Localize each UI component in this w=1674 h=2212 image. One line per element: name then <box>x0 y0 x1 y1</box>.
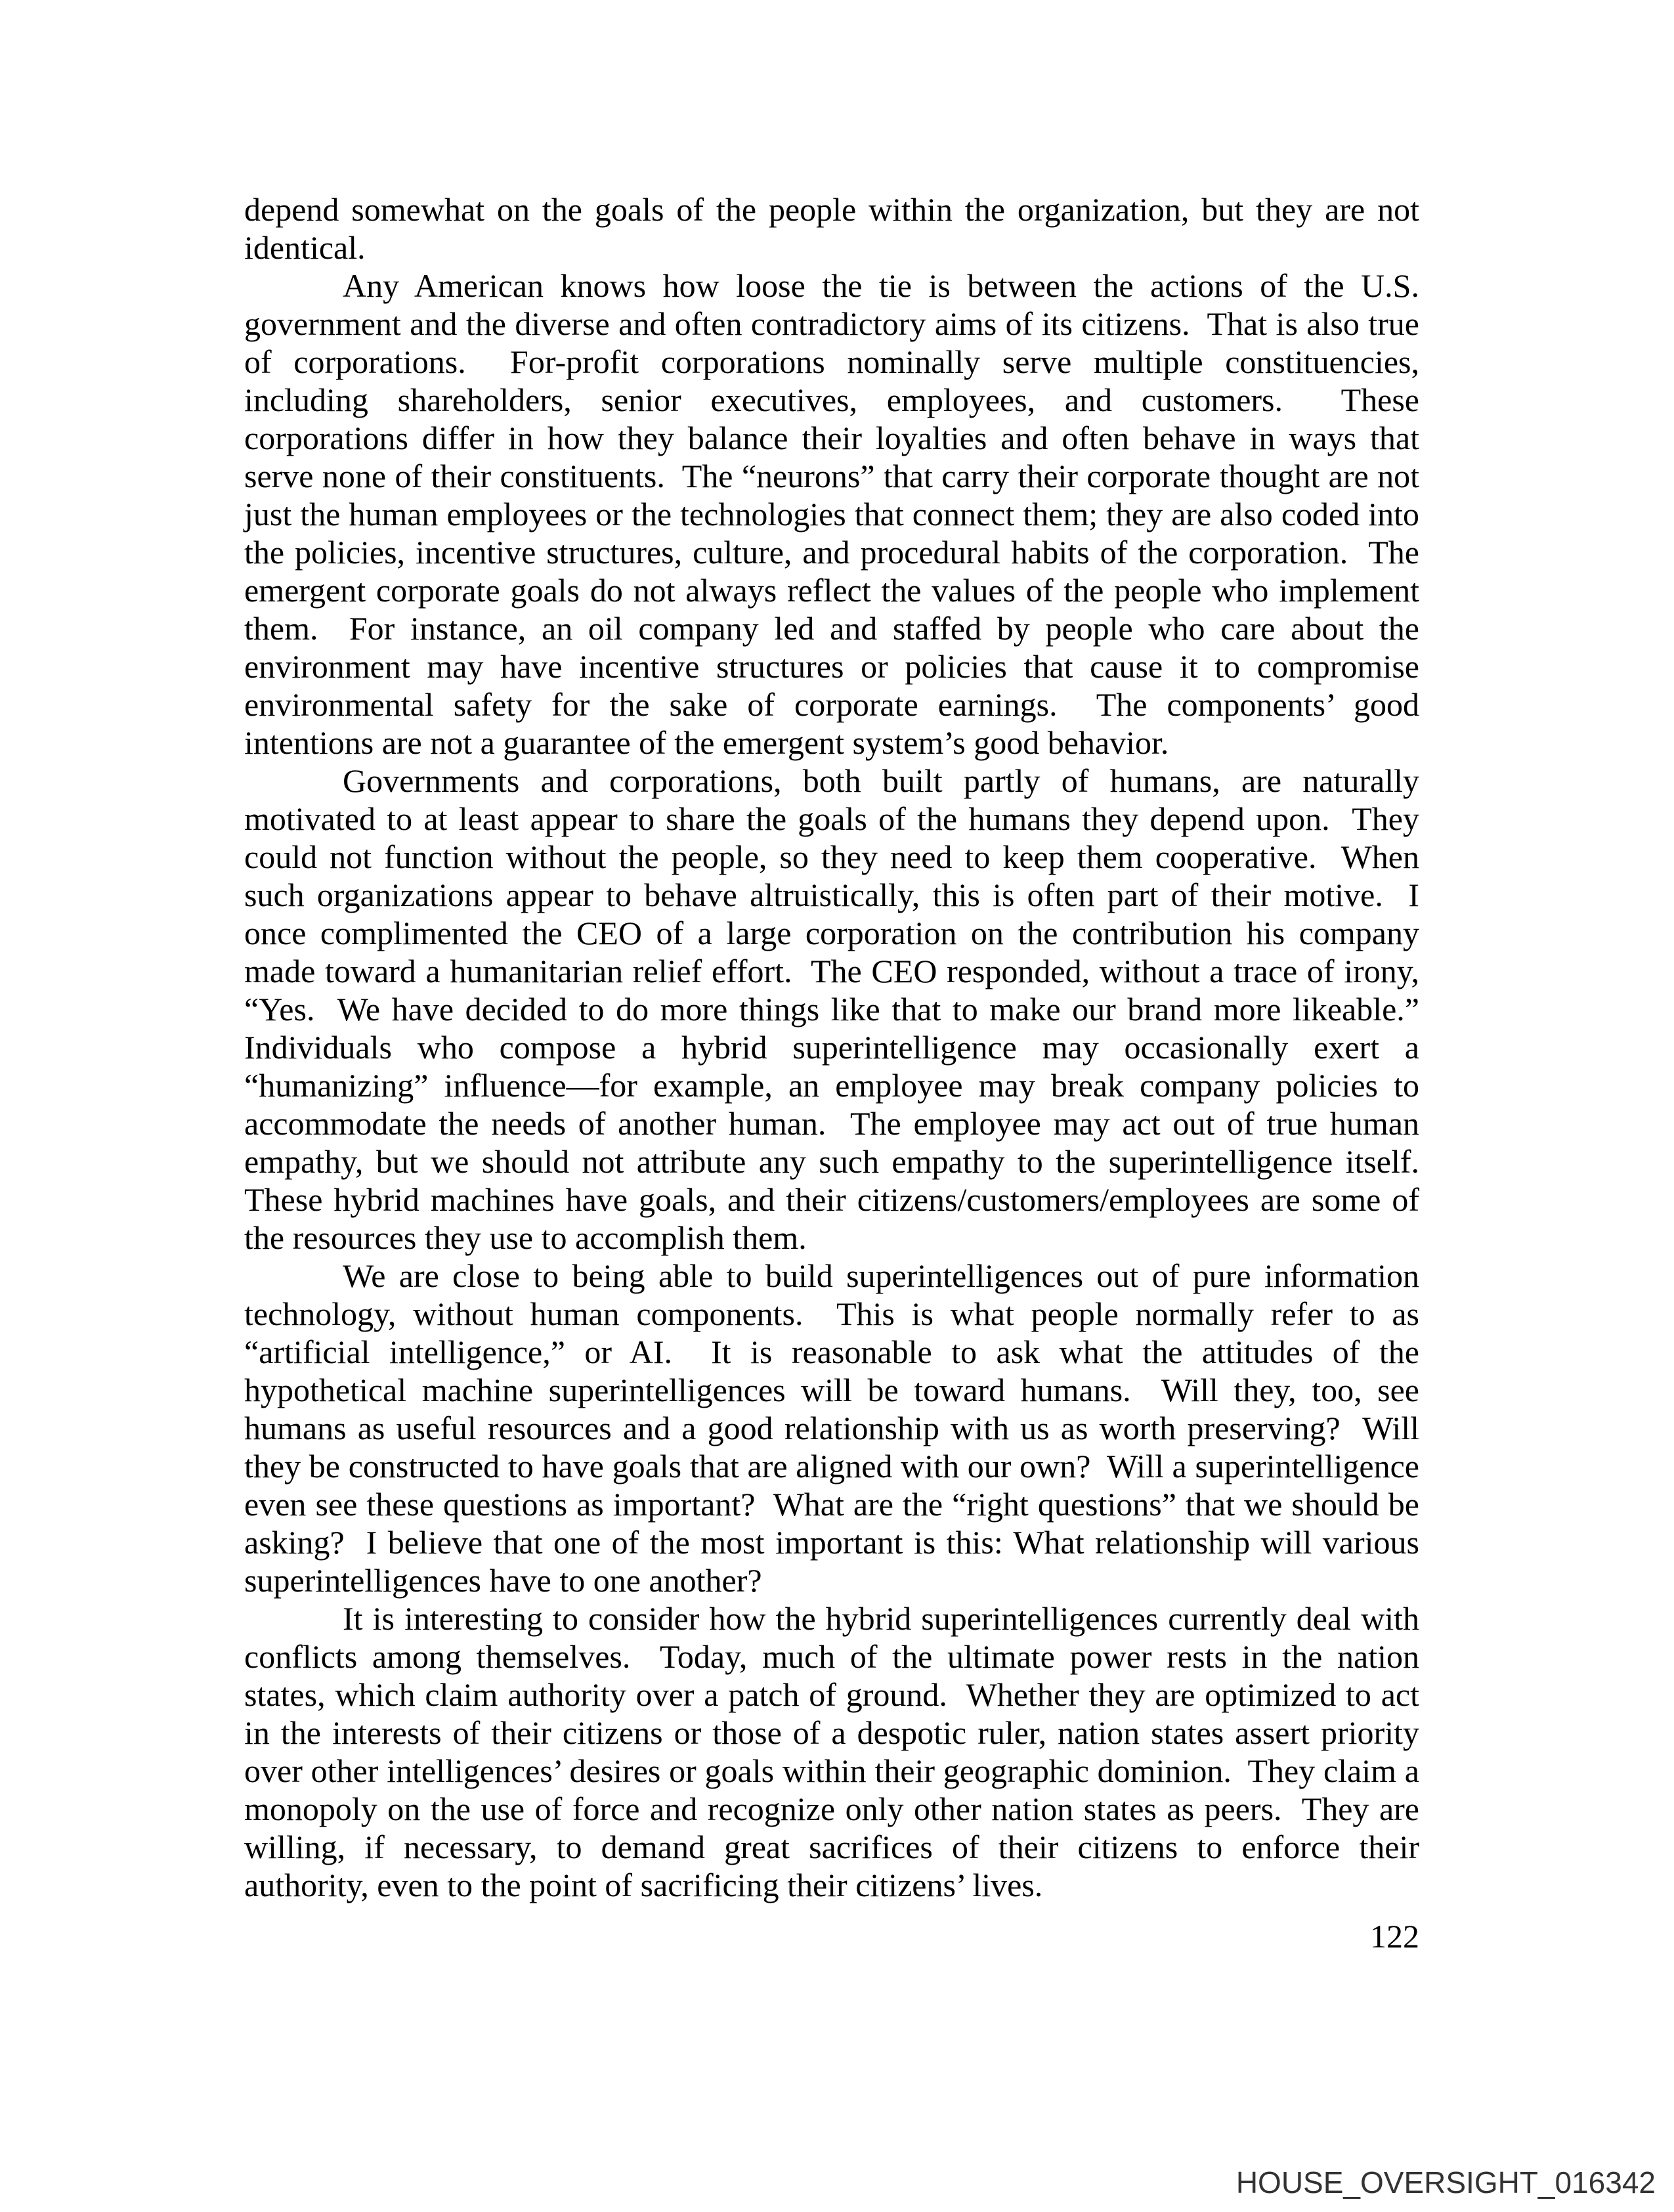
page-number: 122 <box>1370 1918 1419 1955</box>
paragraph: Any American knows how loose the tie is between the actions of the U.S. government and the diverse and often contradictory aims of its citizens. That is also true of corporations. For-profit corporations nominally serve multiple constituencies, including shareholders, senior executives, employees, and customers. These corporations differ in how they balance their loyalties and often behave in ways that serve none of their constituents. The “neurons” that carry their corporate thought are not just the human employees or the technologies that connect them; they are also coded into the policies, incentive structures, culture, and procedural habits of the corporation. The emergent corporate goals do not always reflect the values of the people who implement them. For instance, an oil company led and staffed by people who care about the environment may have incentive structures or policies that cause it to compromise environmental safety for the sake of corporate earnings. The components’ good intentions are not a guarantee of the emergent system’s good behavior. <box>244 267 1428 761</box>
paragraph: Governments and corporations, both built partly of humans, are naturally motivated to at least appear to share the goals of the humans they depend upon. They could not function without the people, so they need to keep them cooperative. When such organizations appear to behave altruistically, this is often part of their motive. I once complimented the CEO of a large corporation on the contribution his company made toward a humanitarian relief effort. The CEO responded, without a trace of irony, “Yes. We have decided to do more things like that to make our brand more likeable.” Individuals who compose a hybrid superintelligence may occasionally exert a “humanizing” influence—for example, an employee may break company policies to accommodate the needs of another human. The employee may act out of true human empathy, but we should not attribute any such empathy to the superintelligence itself. These hybrid machines have goals, and their citizens/customers/employees are some of the resources they use to accomplish them. <box>244 762 1436 1256</box>
body-text <box>244 190 1436 1904</box>
paragraph: We are close to being able to build superintelligences out of pure information technology, without human components. This is what people normally refer to as “artificial intelligence,” or AI. It is reasonable to ask what the attitudes of the hypothetical machine superintelligences will be toward humans. Will they, too, see humans as useful resources and a good relationship with us as worth preserving? Will they be constructed to have goals that are aligned with our own? Will a superintelligence even see these questions as important? What are the “right questions” that we should be asking? I believe that one of the most important is this: What relationship will various superintelligences have to one another? <box>244 1257 1428 1599</box>
bates-stamp: HOUSE_OVERSIGHT_016342 <box>1235 2165 1656 2200</box>
paragraph: It is interesting to consider how the hybrid superintelligences currently deal with conflicts among themselves. Today, much of the ultimate power rests in the nation states, which claim authority over a patch of ground. Whether they are optimized to act in the interests of their citizens or those of a despotic ruler, nation states assert priority over other intelligences’ desires or goals within their geographic dominion. They claim a monopoly on the use of force and recognize only other nation states as peers. They are willing, if necessary, to demand great sacrifices of their citizens to enforce their authority, even to the point of sacrificing their citizens’ lives. <box>244 1600 1428 1903</box>
paragraph-continuation: depend somewhat on the goals of the people within the organization, but they are not identical. <box>244 191 1428 266</box>
